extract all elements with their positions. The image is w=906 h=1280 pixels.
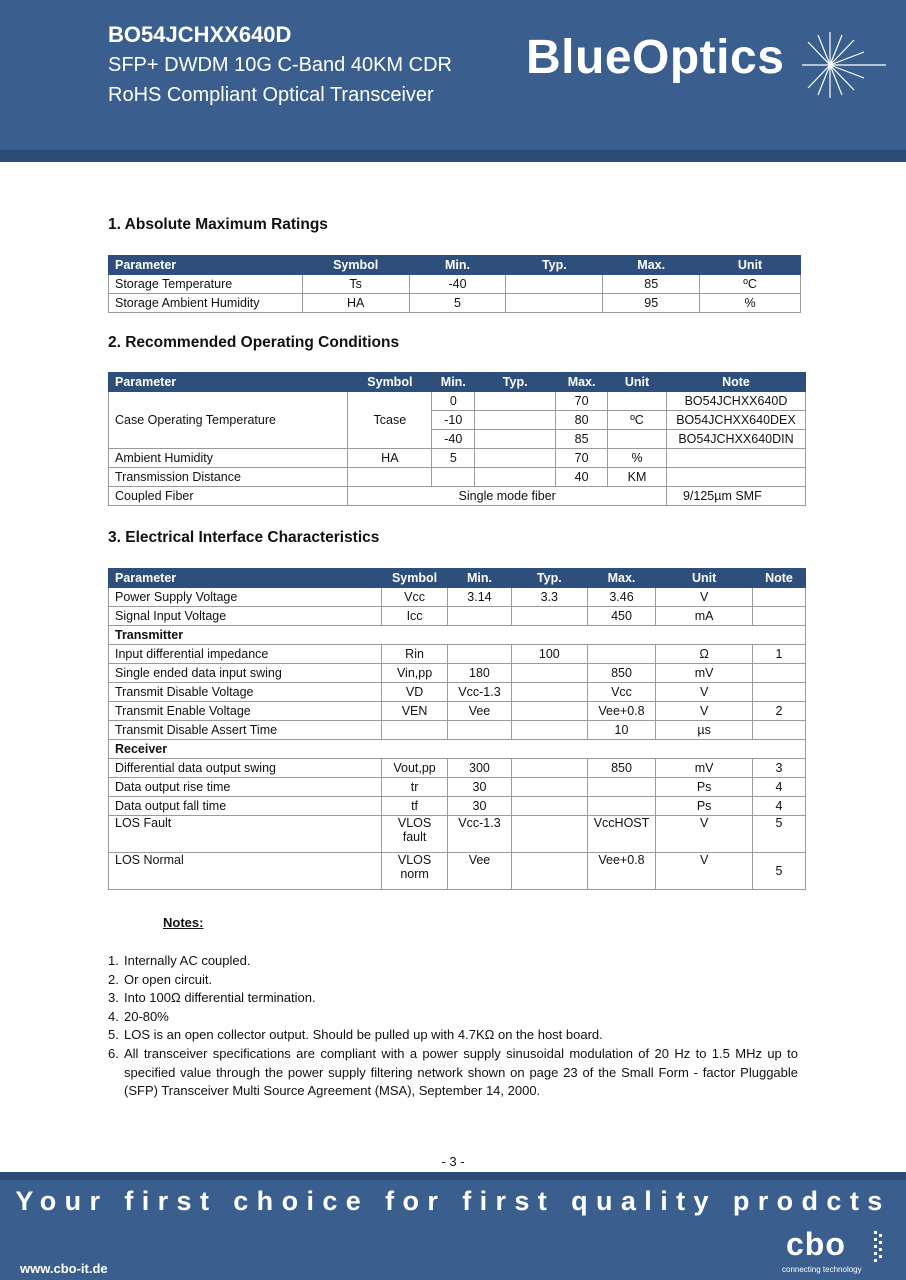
- cell: [511, 816, 587, 853]
- cell: [475, 392, 556, 411]
- group-label-transmitter: Transmitter: [109, 626, 806, 645]
- cell: [511, 664, 587, 683]
- table-group-row: [109, 740, 806, 759]
- cell: Ps: [656, 778, 753, 797]
- cell: 70: [556, 449, 608, 468]
- cell: 80: [556, 411, 608, 430]
- cell: Single mode fiber: [348, 487, 667, 506]
- notes-list: [108, 952, 798, 1101]
- cell: [511, 721, 587, 740]
- table-row: [109, 392, 806, 411]
- section-title-absolute-max: 1. Absolute Maximum Ratings: [108, 216, 328, 233]
- absolute-max-table: [108, 255, 801, 313]
- cell: 850: [587, 759, 656, 778]
- cell: 70: [556, 392, 608, 411]
- cell: Vcc: [587, 683, 656, 702]
- footer-slogan: Your first choice for first quality prodcts: [15, 1186, 891, 1216]
- cell: Vcc-1.3: [448, 816, 512, 853]
- note-text: LOS is an open collector output. Should be pulled up with 4.7KΩ on the host board.: [124, 1027, 603, 1043]
- cell: Vout,pp: [382, 759, 448, 778]
- cell: tr: [382, 778, 448, 797]
- cbo-logo: cbo: [786, 1226, 846, 1262]
- cell: Icc: [382, 607, 448, 626]
- cell: Transmission Distance: [109, 468, 348, 487]
- cell: Storage Temperature: [109, 275, 303, 294]
- cell: [511, 607, 587, 626]
- cell: V: [656, 816, 753, 853]
- cell: 5: [432, 449, 475, 468]
- col-header: Unit: [608, 373, 667, 392]
- note-text: Or open circuit.: [124, 971, 213, 987]
- header-strip: [0, 150, 906, 162]
- product-compliance: RoHS Compliant Optical Transceiver: [108, 84, 434, 106]
- list-item: [108, 971, 798, 990]
- cell: Vee: [448, 853, 512, 890]
- cell: Vcc-1.3: [448, 683, 512, 702]
- cell: Ambient Humidity: [109, 449, 348, 468]
- table-row: [109, 487, 806, 506]
- cell: Vin,pp: [382, 664, 448, 683]
- cell: 300: [448, 759, 512, 778]
- electrical-characteristics-table: [108, 568, 806, 890]
- cell: µs: [656, 721, 753, 740]
- cell: [475, 468, 556, 487]
- note-number: 1.: [108, 953, 119, 968]
- cell: [432, 468, 475, 487]
- cell: 3: [753, 759, 806, 778]
- col-header: Symbol: [302, 256, 409, 275]
- blueoptics-logo: BlueOptics: [526, 31, 785, 84]
- table-row: [109, 853, 806, 890]
- col-header: Symbol: [348, 373, 432, 392]
- table-row: [109, 449, 806, 468]
- note-number: 6.: [108, 1045, 119, 1061]
- cell: [382, 853, 448, 890]
- cell: -40: [432, 430, 475, 449]
- cell: [448, 721, 512, 740]
- note-number: 2.: [108, 971, 119, 987]
- cbo-tagline: connecting technology: [782, 1265, 862, 1274]
- col-header: Symbol: [382, 569, 448, 588]
- cell: [587, 778, 656, 797]
- cell: Case Operating Temperature: [109, 392, 348, 449]
- cell: [511, 683, 587, 702]
- cell: %: [608, 449, 667, 468]
- note-number: 3.: [108, 990, 119, 1006]
- cell: mA: [656, 607, 753, 626]
- table-row: [109, 664, 806, 683]
- cell: [753, 683, 806, 702]
- symbol-line: VLOS: [397, 853, 432, 867]
- cell: 5: [753, 853, 806, 890]
- cell: 2: [753, 702, 806, 721]
- cell: [608, 392, 667, 411]
- cell: [348, 468, 432, 487]
- cell: 850: [587, 664, 656, 683]
- cell: [666, 468, 805, 487]
- cell: VccHOST: [587, 816, 656, 853]
- table-row: [109, 294, 801, 313]
- col-header: Parameter: [109, 256, 303, 275]
- cell: 9/125µm SMF: [666, 487, 805, 506]
- cell: Data output rise time: [109, 778, 382, 797]
- cell: [511, 759, 587, 778]
- cell: Transmit Disable Assert Time: [109, 721, 382, 740]
- cell: BO54JCHXX640DEX: [666, 411, 805, 430]
- table-row: [109, 588, 806, 607]
- table-row: [109, 797, 806, 816]
- cell: [448, 645, 512, 664]
- cell: LOS Normal: [109, 853, 382, 890]
- table-header-row: [109, 569, 806, 588]
- col-header: Note: [753, 569, 806, 588]
- cell: Single ended data input swing: [109, 664, 382, 683]
- cell: Input differential impedance: [109, 645, 382, 664]
- cell: VEN: [382, 702, 448, 721]
- cell: Ps: [656, 797, 753, 816]
- section-title-operating-conditions: 2. Recommended Operating Conditions: [108, 334, 400, 351]
- cell: [511, 797, 587, 816]
- cell: [608, 430, 667, 449]
- table-row: [109, 683, 806, 702]
- cell: 5: [753, 816, 806, 853]
- col-header: Parameter: [109, 569, 382, 588]
- list-item: [108, 989, 798, 1008]
- col-header: Typ.: [511, 569, 587, 588]
- note-number: 4.: [108, 1008, 119, 1024]
- cell: Vee+0.8: [587, 702, 656, 721]
- operating-conditions-table: [108, 372, 806, 506]
- cell: 85: [603, 275, 700, 294]
- cell: [666, 449, 805, 468]
- col-header: Min.: [448, 569, 512, 588]
- table-row: [109, 816, 806, 853]
- cell: [382, 816, 448, 853]
- cell: [753, 721, 806, 740]
- list-item: [108, 1008, 798, 1027]
- list-item: [108, 1045, 798, 1101]
- col-header: Max.: [556, 373, 608, 392]
- cell: Vee: [448, 702, 512, 721]
- cell: HA: [348, 449, 432, 468]
- cell: V: [656, 683, 753, 702]
- cell: 1: [753, 645, 806, 664]
- cell: Ts: [302, 275, 409, 294]
- symbol-line: VLOS: [397, 816, 432, 830]
- table-row: [109, 275, 801, 294]
- note-text: 20-80%: [124, 1008, 169, 1024]
- cell: [382, 721, 448, 740]
- symbol-line: fault: [402, 830, 427, 844]
- cell: [506, 275, 603, 294]
- col-header: Min.: [432, 373, 475, 392]
- table-header-row: [109, 373, 806, 392]
- cell: %: [700, 294, 801, 313]
- cell: Vcc: [382, 588, 448, 607]
- notes-title: Notes:: [163, 915, 204, 930]
- footer-strip: [0, 1172, 906, 1180]
- cell: BO54JCHXX640DIN: [666, 430, 805, 449]
- cell: Vee+0.8: [587, 853, 656, 890]
- cell: [511, 853, 587, 890]
- website-link[interactable]: www.cbo-it.de: [20, 1261, 108, 1276]
- symbol-line: norm: [400, 867, 429, 881]
- cell: 30: [448, 797, 512, 816]
- page-number: - 3 -: [441, 1154, 465, 1169]
- cell: tf: [382, 797, 448, 816]
- col-header: Max.: [587, 569, 656, 588]
- cell: 95: [603, 294, 700, 313]
- cell: 4: [753, 797, 806, 816]
- cell: VD: [382, 683, 448, 702]
- group-label-receiver: Receiver: [109, 740, 806, 759]
- cell: 3.3: [511, 588, 587, 607]
- cell: 450: [587, 607, 656, 626]
- cell: [511, 778, 587, 797]
- list-item: [108, 1026, 798, 1045]
- cell: Coupled Fiber: [109, 487, 348, 506]
- cell: 180: [448, 664, 512, 683]
- cell: 5: [409, 294, 506, 313]
- cell: [587, 645, 656, 664]
- cell: Transmit Enable Voltage: [109, 702, 382, 721]
- cell: [587, 797, 656, 816]
- cell: -40: [409, 275, 506, 294]
- cell: LOS Fault: [109, 816, 382, 853]
- col-header: Max.: [603, 256, 700, 275]
- product-description: SFP+ DWDM 10G C-Band 40KM CDR: [108, 54, 452, 76]
- list-item: [108, 952, 798, 971]
- cell: V: [656, 588, 753, 607]
- col-header: Unit: [656, 569, 753, 588]
- section-title-electrical: 3. Electrical Interface Characteristics: [108, 529, 380, 546]
- cell: Transmit Disable Voltage: [109, 683, 382, 702]
- cell: Data output fall time: [109, 797, 382, 816]
- table-group-row: [109, 626, 806, 645]
- table-row: [109, 607, 806, 626]
- cell: 3.14: [448, 588, 512, 607]
- cell: Storage Ambient Humidity: [109, 294, 303, 313]
- col-header: Min.: [409, 256, 506, 275]
- cell: 0: [432, 392, 475, 411]
- cell: 10: [587, 721, 656, 740]
- cell: [475, 430, 556, 449]
- col-header: Typ.: [475, 373, 556, 392]
- cell: HA: [302, 294, 409, 313]
- cell: Tcase: [348, 392, 432, 449]
- cell: Ω: [656, 645, 753, 664]
- cell: 4: [753, 778, 806, 797]
- cell: 3.46: [587, 588, 656, 607]
- cell: Differential data output swing: [109, 759, 382, 778]
- cell: mV: [656, 664, 753, 683]
- cell: [475, 411, 556, 430]
- cell: [753, 588, 806, 607]
- col-header: Typ.: [506, 256, 603, 275]
- table-header-row: [109, 256, 801, 275]
- col-header: Parameter: [109, 373, 348, 392]
- cell: BO54JCHXX640D: [666, 392, 805, 411]
- cell: V: [656, 853, 753, 890]
- table-row: [109, 468, 806, 487]
- table-row: [109, 759, 806, 778]
- note-text: Into 100Ω differential termination.: [124, 990, 316, 1006]
- cell: [753, 607, 806, 626]
- cell: Signal Input Voltage: [109, 607, 382, 626]
- cell: [448, 607, 512, 626]
- cell: ºC: [608, 411, 667, 430]
- cell: [506, 294, 603, 313]
- cell: 40: [556, 468, 608, 487]
- cell: -10: [432, 411, 475, 430]
- cbo-dots-icon: [873, 1230, 883, 1264]
- cell: KM: [608, 468, 667, 487]
- cell: Rin: [382, 645, 448, 664]
- cell: Power Supply Voltage: [109, 588, 382, 607]
- col-header: Unit: [700, 256, 801, 275]
- table-row: [109, 721, 806, 740]
- note-text: Internally AC coupled.: [124, 953, 251, 968]
- cell: ºC: [700, 275, 801, 294]
- table-row: [109, 778, 806, 797]
- cell: [511, 702, 587, 721]
- col-header: Note: [666, 373, 805, 392]
- starburst-logo-icon: [790, 30, 890, 100]
- cell: 85: [556, 430, 608, 449]
- cell: V: [656, 702, 753, 721]
- note-number: 5.: [108, 1027, 119, 1043]
- cell: mV: [656, 759, 753, 778]
- cell: 100: [511, 645, 587, 664]
- table-row: [109, 702, 806, 721]
- cell: [753, 664, 806, 683]
- cell: 30: [448, 778, 512, 797]
- note-text: All transceiver specifications are compliant with a power supply sinusoidal modulation of 20 Hz to 1.5 MHz up to specified value through the power supply filtering network shown on page 23 of the Small Form - factor Pluggable (SFP) Transceiver Multi Source Agreement (MSA), September 14, 2000.: [124, 1045, 798, 1099]
- product-model: BO54JCHXX640D: [108, 22, 292, 47]
- cell: [475, 449, 556, 468]
- table-row: [109, 645, 806, 664]
